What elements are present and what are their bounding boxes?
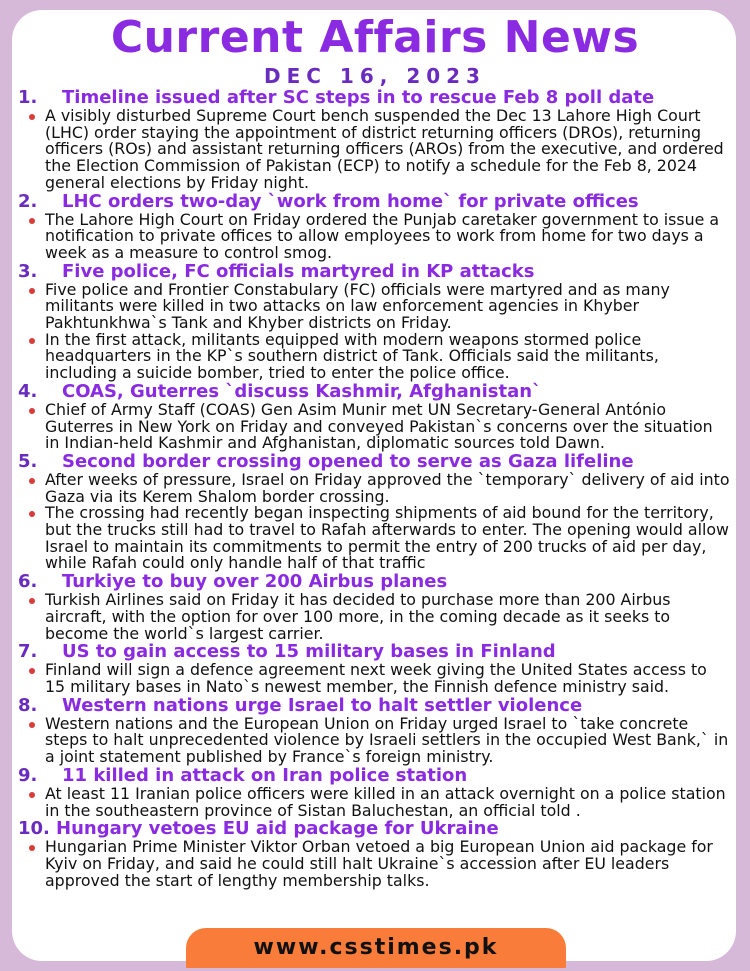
news-headline-row bbox=[18, 766, 730, 786]
news-number: 8. bbox=[18, 694, 38, 716]
news-bullet bbox=[18, 399, 730, 453]
bullet-dot-icon bbox=[29, 598, 35, 604]
news-bullet-text: Hungarian Prime Minister Viktor Orban vetoed a big European Union aid package for Kyiv on Friday, and said he could still halt Ukraine`s accession after EU leaders approved the start of lengthy membership talks. bbox=[45, 837, 713, 890]
news-number: 3. bbox=[18, 260, 38, 282]
news-number: 9. bbox=[18, 764, 38, 786]
news-item bbox=[18, 766, 730, 819]
news-item bbox=[18, 88, 730, 192]
bullet-dot-icon bbox=[29, 338, 35, 344]
news-headline: US to gain access to 15 military bases in Finland bbox=[62, 641, 556, 663]
news-item bbox=[18, 452, 730, 572]
news-number: 7. bbox=[18, 641, 38, 663]
news-headline: Hungary vetoes EU aid package for Ukraine bbox=[56, 818, 499, 840]
news-headline-row bbox=[18, 572, 730, 592]
news-bullet bbox=[18, 713, 730, 767]
bullet-dot-icon bbox=[29, 511, 35, 517]
news-number: 10. bbox=[18, 818, 50, 840]
news-bullet-text: Turkish Airlines said on Friday it has decided to purchase more than 200 Airbus aircraft, with the option for over 100 more, in the coming decade as it seeks to become the world`s largest carrier. bbox=[45, 590, 671, 643]
news-bullet-text: After weeks of pressure, Israel on Friday approved the `temporary` delivery of aid into Gaza via its Kerem Shalom border crossing. bbox=[45, 469, 730, 506]
news-bullet bbox=[18, 839, 730, 889]
news-bullet-text: In the first attack, militants equipped with modern weapons stormed police headquarters in the KP`s southern district of Tank. Officials said the militants, including a suicide bomber, tried to enter the police office. bbox=[45, 329, 659, 383]
news-headline-row bbox=[18, 192, 730, 212]
news-number: 1. bbox=[18, 87, 38, 108]
news-bullet bbox=[18, 209, 730, 262]
news-headline-row bbox=[18, 382, 730, 402]
news-headline-row bbox=[18, 819, 730, 839]
bullet-dot-icon bbox=[29, 288, 35, 294]
news-headline-row bbox=[18, 88, 730, 108]
news-item bbox=[18, 696, 730, 766]
news-item bbox=[18, 572, 730, 642]
news-number: 4. bbox=[18, 380, 38, 402]
news-list bbox=[18, 88, 730, 889]
news-headline: Five police, FC officials martyred in KP attacks bbox=[62, 260, 535, 282]
news-headline: COAS, Guterres `discuss Kashmir, Afghanistan` bbox=[62, 380, 542, 402]
news-bullet-text: At least 11 Iranian police officers were killed in an attack overnight on a police station in the southeastern province of Sistan Baluchestan, an official told . bbox=[45, 783, 726, 820]
news-bullet bbox=[18, 329, 730, 383]
bullet-dot-icon bbox=[29, 114, 35, 120]
news-headline: Timeline issued after SC steps in to rescue Feb 8 poll date bbox=[62, 87, 655, 108]
news-item bbox=[18, 192, 730, 262]
news-bullet-text: Finland will sign a defence agreement next week giving the United States access to 15 military bases in Nato`s newest member, the Finnish defence ministry said. bbox=[45, 660, 707, 696]
news-bullet-text: Chief of Army Staff (COAS) Gen Asim Munir met UN Secretary-General António Guterres in New York on Friday and conveyed Pakistan`s concerns over the situation in Indian-held Kashmir and Afghanistan, diplomatic sources told Dawn. bbox=[45, 399, 713, 453]
news-number: 2. bbox=[18, 190, 38, 212]
news-headline: 11 killed in attack on Iran police station bbox=[62, 764, 468, 786]
bullet-dot-icon bbox=[29, 408, 35, 414]
news-bullet bbox=[18, 505, 730, 572]
news-headline: Western nations urge Israel to halt settler violence bbox=[62, 694, 583, 716]
bullet-dot-icon bbox=[29, 845, 35, 851]
news-bullet-text: The Lahore High Court on Friday ordered the Punjab caretaker government to issue a notification to private offices to allow employees to work from home for two days a week as a measure to control smog. bbox=[45, 209, 720, 262]
news-headline: LHC orders two-day `work from home` for private offices bbox=[62, 190, 639, 212]
news-number: 5. bbox=[18, 450, 38, 472]
news-headline-row bbox=[18, 696, 730, 716]
news-bullet bbox=[18, 783, 730, 820]
news-headline: Second border crossing opened to serve as Gaza lifeline bbox=[62, 450, 634, 472]
date-label: DEC 16, 2023 bbox=[264, 64, 486, 88]
news-item bbox=[18, 382, 730, 452]
bullet-dot-icon bbox=[29, 722, 35, 728]
news-item bbox=[18, 819, 730, 889]
bullet-dot-icon bbox=[29, 218, 35, 224]
news-bullet-text: The crossing had recently began inspecting shipments of aid bound for the territory, but the trucks still had to travel to Rafah afterwards to enter. The opening would allow Israel to maintain its commitments to permit the entry of 200 trucks of aid per day, while Rafah could only handle half of that traffic bbox=[45, 503, 729, 573]
page-title: Current Affairs News bbox=[110, 12, 640, 63]
news-number: 6. bbox=[18, 571, 38, 593]
news-headline-row bbox=[18, 452, 730, 472]
news-bullet bbox=[18, 592, 730, 642]
news-bullet bbox=[18, 108, 730, 192]
news-bullet bbox=[18, 279, 730, 333]
news-bullet-text: Western nations and the European Union on Friday urged Israel to `take concrete steps to halt unprecedented violence by Israeli settlers in the occupied West Bank,` in a joint statement published by France`s foreign ministry. bbox=[45, 713, 729, 767]
news-headline-row bbox=[18, 262, 730, 282]
bullet-dot-icon bbox=[29, 668, 35, 674]
news-bullet-text: A visibly disturbed Supreme Court bench suspended the Dec 13 Lahore High Court (LHC) order staying the appointment of district returning officers (DROs), returning officers (ROs) and assistant returning officers (AROs) from the executive, and ordered the Election Commission of Pakistan (ECP) to notify a schedule for the Feb 8, 2024 general elections by Friday night. bbox=[45, 106, 724, 192]
news-item bbox=[18, 262, 730, 382]
news-item bbox=[18, 642, 730, 695]
bullet-dot-icon bbox=[29, 478, 35, 484]
news-headline: Turkiye to buy over 200 Airbus planes bbox=[62, 571, 448, 593]
news-bullet-text: Five police and Frontier Constabulary (FC) officials were martyred and as many militants were killed in two attacks on law enforcement agencies in Khyber Pakhtunkhwa`s Tank and Khyber districts on Friday. bbox=[45, 279, 670, 333]
news-bullet bbox=[18, 662, 730, 695]
website-link[interactable]: www.csstimes.pk bbox=[186, 928, 566, 968]
news-bullet bbox=[18, 469, 730, 506]
news-headline-row bbox=[18, 642, 730, 662]
bullet-dot-icon bbox=[29, 792, 35, 798]
